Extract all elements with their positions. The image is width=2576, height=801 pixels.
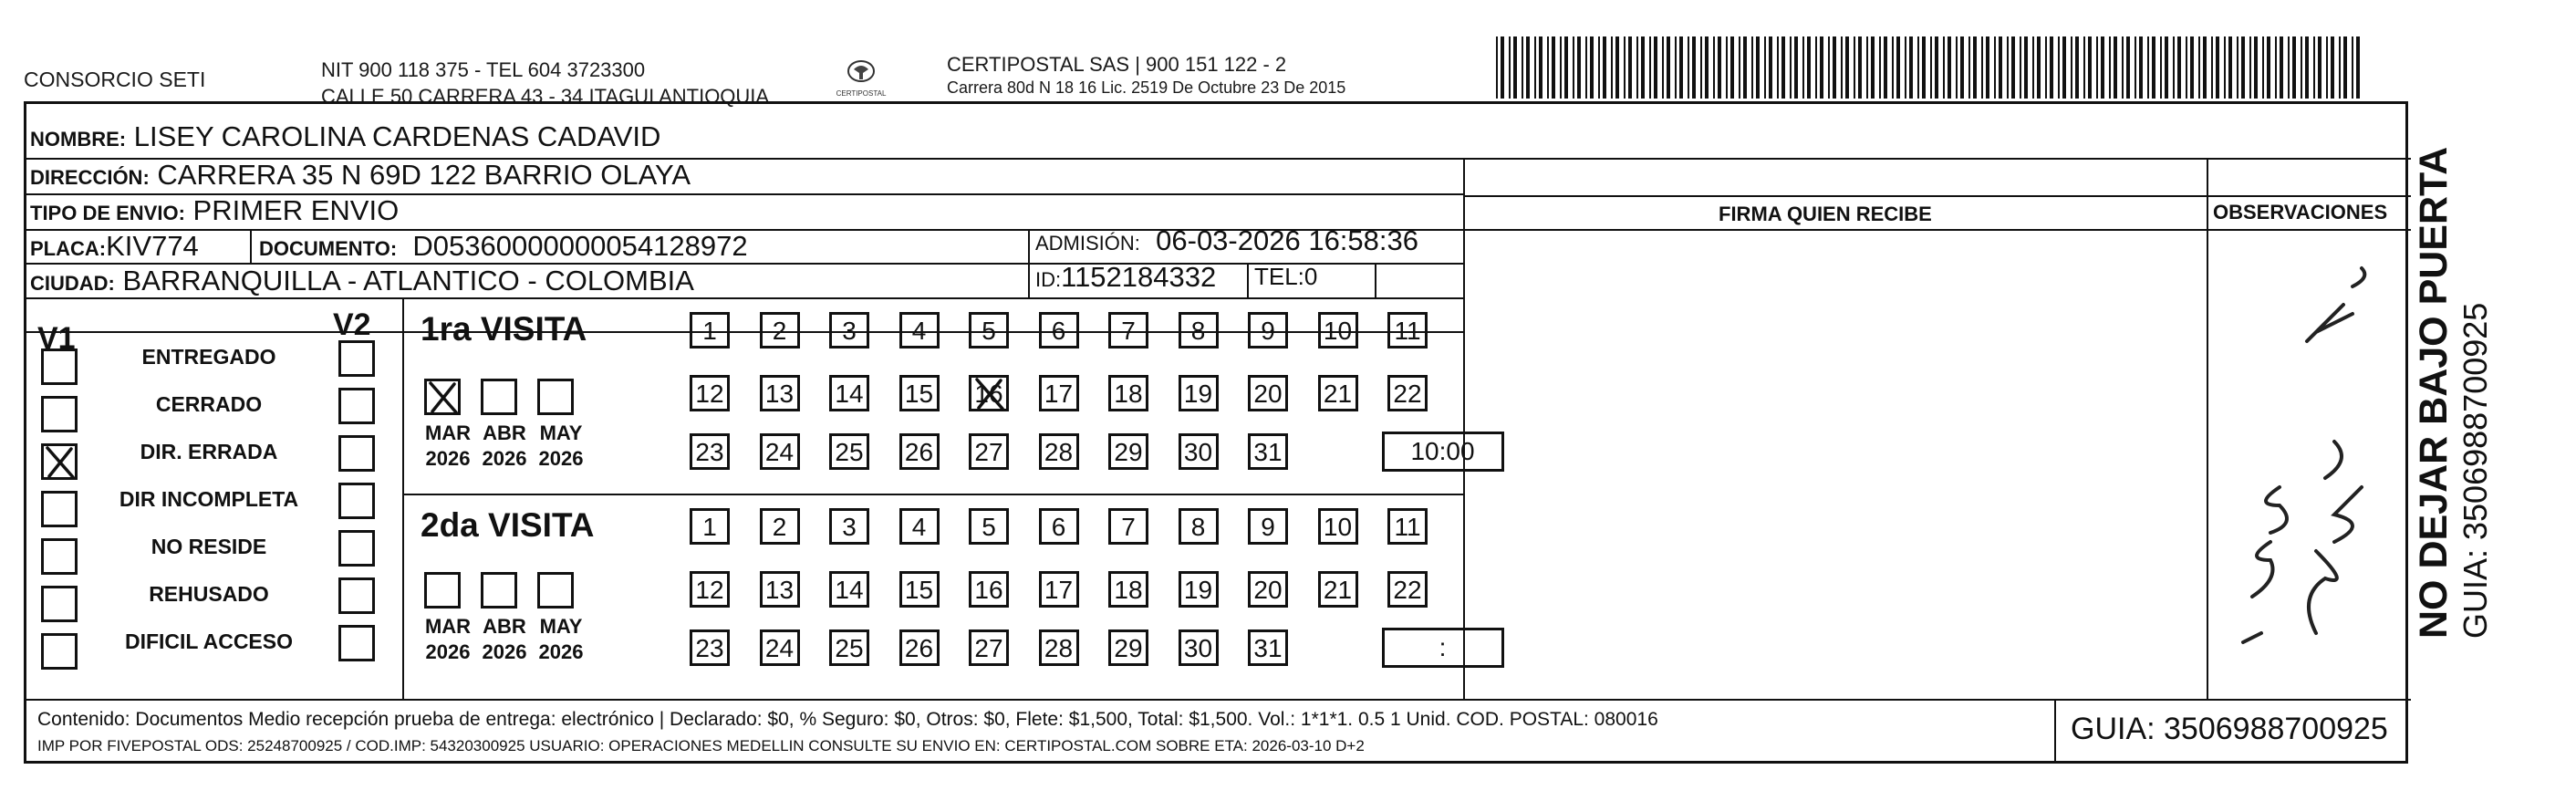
barcode-bar [2024, 36, 2028, 99]
status-label: REHUSADO [149, 582, 269, 606]
barcode-bar [1790, 36, 1792, 99]
barcode-bar [2326, 36, 2328, 99]
day-box[interactable]: 3 [829, 312, 869, 348]
day-box[interactable]: 2 [760, 312, 800, 348]
barcode-bar [1999, 36, 2002, 99]
barcode-bar [2147, 36, 2149, 99]
barcode-bar [2198, 36, 2200, 99]
day-box[interactable]: 6 [1039, 508, 1079, 545]
status-label: DIR INCOMPLETA [119, 487, 299, 511]
barcode-bar [2203, 36, 2207, 99]
second-visit-title: 2da VISITA [421, 506, 595, 544]
barcode-bar [1892, 36, 1894, 99]
day-box[interactable]: 26 [899, 629, 940, 666]
imp-line: IMP POR FIVEPOSTAL ODS: 25248700925 / COD.IMP: 54320300925 USUARIO: OPERACIONES MEDELLIN CONSULTE SU ENVIO EN: CERTIPOSTAL.COM SOBRE ETA: 2026-03-10 D+2 [37, 737, 1365, 754]
day-box[interactable]: 3 [829, 508, 869, 545]
barcode-bar [1756, 36, 1760, 99]
day-box[interactable]: 19 [1179, 375, 1219, 411]
day-box[interactable]: 31 [1248, 433, 1288, 470]
barcode-bar [1794, 36, 1798, 99]
day-box[interactable]: 21 [1318, 375, 1358, 411]
month-checkbox[interactable] [424, 572, 461, 609]
barcode-bar [1688, 36, 1689, 99]
barcode-bar [1820, 36, 1823, 99]
barcode-bar [2177, 36, 2181, 99]
barcode-bar [2011, 36, 2015, 99]
status-v2-checkbox[interactable] [338, 340, 375, 377]
barcode-bar [1777, 36, 1779, 99]
day-box[interactable]: 29 [1108, 629, 1148, 666]
barcode-bar [1552, 36, 1555, 99]
barcode-bar [1700, 36, 1702, 99]
barcode-bar [1534, 36, 1536, 99]
day-box[interactable]: 4 [899, 312, 940, 348]
status-label: CERRADO [155, 392, 263, 416]
barcode-bar [2071, 36, 2072, 99]
city-field: CIUDAD: BARRANQUILLA - ATLANTICO - COLOMBIA [30, 265, 694, 296]
status-v1-checkbox[interactable] [41, 348, 78, 385]
barcode-bar [1526, 36, 1530, 99]
day-box[interactable]: 6 [1039, 312, 1079, 348]
day-box[interactable]: 8 [1179, 312, 1219, 348]
day-box[interactable]: 10 [1318, 508, 1358, 545]
barcode-bar [1769, 36, 1772, 99]
month-label: ABR 2026 [482, 421, 527, 470]
day-box[interactable]: 19 [1179, 571, 1219, 608]
barcode-bar [1866, 36, 1868, 99]
observations-handwriting [2216, 250, 2398, 692]
barcode-bar [1739, 36, 1740, 99]
shipping-form [24, 101, 2408, 764]
month-label: MAY 2026 [538, 421, 584, 470]
barcode-bar [2007, 36, 2009, 99]
barcode-bar [1718, 36, 1721, 99]
barcode-bar [1513, 36, 1517, 99]
day-box[interactable]: 15 [899, 375, 940, 411]
barcode-bar [2262, 36, 2264, 99]
barcode-bar [1547, 36, 1549, 99]
barcode-bar [1781, 36, 1785, 99]
day-box[interactable]: 27 [969, 629, 1009, 666]
barcode-bar [1603, 36, 1606, 99]
day-box[interactable]: 10 [1318, 312, 1358, 348]
month-label: MAR 2026 [424, 421, 472, 470]
barcode-bar [2020, 36, 2021, 99]
barcode-bar [2356, 36, 2360, 99]
barcode [1496, 36, 2363, 99]
day-box[interactable]: 11 [1387, 312, 1428, 348]
company-name: CONSORCIO SETI [24, 68, 206, 91]
barcode-bar [1730, 36, 1734, 99]
status-v1-checkbox[interactable] [41, 491, 78, 527]
barcode-bar [2249, 36, 2251, 99]
address-field: DIRECCIÓN: CARRERA 35 N 69D 122 BARRIO OLAYA [30, 159, 691, 191]
month-checkbox[interactable] [424, 379, 461, 415]
status-label: DIR. ERRADA [140, 440, 278, 463]
day-box[interactable]: 23 [690, 433, 730, 470]
status-v1-checkbox[interactable] [41, 396, 78, 432]
barcode-bar [1713, 36, 1715, 99]
day-box[interactable]: 15 [899, 571, 940, 608]
day-box[interactable]: 2 [760, 508, 800, 545]
barcode-bar [2352, 36, 2353, 99]
barcode-bar [2254, 36, 2258, 99]
day-box[interactable]: 29 [1108, 433, 1148, 470]
barcode-bar [2032, 36, 2034, 99]
barcode-bar [1815, 36, 1817, 99]
first-visit-title: 1ra VISITA [421, 310, 587, 348]
status-v1-checkbox[interactable] [41, 443, 78, 480]
barcode-bar [2186, 36, 2187, 99]
day-box[interactable]: 25 [829, 629, 869, 666]
barcode-bar [2165, 36, 2168, 99]
barcode-bar [1909, 36, 1913, 99]
barcode-bar [1624, 36, 1626, 99]
barcode-bar [1802, 36, 1804, 99]
barcode-bar [2241, 36, 2245, 99]
barcode-bar [2190, 36, 2194, 99]
time-box[interactable]: 10:00 [1382, 432, 1504, 472]
barcode-bar [1764, 36, 1766, 99]
barcode-bar [2109, 36, 2111, 99]
barcode-bar [1828, 36, 1830, 99]
day-box[interactable]: 25 [829, 433, 869, 470]
barcode-bar [1560, 36, 1562, 99]
barcode-bar [1930, 36, 1932, 99]
barcode-bar [2288, 36, 2290, 99]
barcode-bar [1667, 36, 1670, 99]
barcode-bar [2211, 36, 2213, 99]
barcode-bar [2331, 36, 2334, 99]
day-box[interactable]: 9 [1248, 508, 1288, 545]
status-v1-checkbox[interactable] [41, 586, 78, 622]
status-label: DIFICIL ACCESO [124, 629, 293, 653]
barcode-bar [1833, 36, 1836, 99]
barcode-bar [2173, 36, 2175, 99]
day-box[interactable]: 27 [969, 433, 1009, 470]
tel-field: TEL:0 [1254, 263, 1318, 290]
barcode-bar [2058, 36, 2060, 99]
barcode-bar [2083, 36, 2085, 99]
content-line: Contenido: Documentos Medio recepción prueba de entrega: electrónico | Declarado: $0, % Seguro: $0, Otros: $0, Flete: $1,500, Total: $1,500. Vol.: 1*1*1. 0.5 1 Unid. COD. POSTAL: 080016 [37, 709, 1658, 730]
barcode-bar [1628, 36, 1632, 99]
time-box[interactable]: : [1382, 628, 1504, 668]
day-box[interactable]: 21 [1318, 571, 1358, 608]
day-box[interactable]: 7 [1108, 508, 1148, 545]
barcode-bar [1917, 36, 1919, 99]
barcode-bar [2160, 36, 2162, 99]
day-box[interactable]: 16 [969, 571, 1009, 608]
barcode-bar [2237, 36, 2238, 99]
status-v2-checkbox[interactable] [338, 577, 375, 614]
v1-label: V1 [37, 321, 76, 356]
recipient-name: LISEY CAROLINA CARDENAS CADAVID [133, 120, 661, 152]
day-box[interactable]: 14 [829, 571, 869, 608]
barcode-bar [1509, 36, 1511, 99]
status-label: NO RESIDE [151, 535, 267, 558]
day-box[interactable]: 26 [899, 433, 940, 470]
barcode-bar [1922, 36, 1926, 99]
barcode-bar [1636, 36, 1638, 99]
barcode-bar [2216, 36, 2219, 99]
barcode-bar [2101, 36, 2104, 99]
barcode-bar [2045, 36, 2047, 99]
day-box[interactable]: 20 [1248, 375, 1288, 411]
day-box[interactable]: 22 [1387, 375, 1428, 411]
day-box[interactable]: 7 [1108, 312, 1148, 348]
barcode-bar [1879, 36, 1881, 99]
barcode-bar [2062, 36, 2066, 99]
type-field: TIPO DE ENVIO: PRIMER ENVIO [30, 194, 400, 226]
status-v1-checkbox[interactable] [41, 633, 78, 670]
name-field: NOMBRE: LISEY CAROLINA CARDENAS CADAVID [30, 120, 661, 152]
day-box[interactable]: 24 [760, 629, 800, 666]
barcode-bar [2343, 36, 2347, 99]
recipient-address: CARRERA 35 N 69D 122 BARRIO OLAYA [157, 159, 691, 191]
barcode-bar [1598, 36, 1600, 99]
barcode-bar [1539, 36, 1542, 99]
barcode-bar [1981, 36, 1983, 99]
day-box[interactable]: 20 [1248, 571, 1288, 608]
barcode-bar [2339, 36, 2341, 99]
barcode-bar [1573, 36, 1574, 99]
barcode-bar [2152, 36, 2155, 99]
month-label: MAY 2026 [538, 615, 584, 663]
barcode-bar [1807, 36, 1811, 99]
day-box[interactable]: 16 [969, 375, 1009, 411]
day-box[interactable]: 23 [690, 629, 730, 666]
barcode-bar [2075, 36, 2079, 99]
barcode-bar [1845, 36, 1849, 99]
barcode-bar [1841, 36, 1843, 99]
barcode-bar [2050, 36, 2053, 99]
barcode-bar [1896, 36, 1900, 99]
barcode-bar [1994, 36, 1996, 99]
barcode-bar [1654, 36, 1657, 99]
barcode-bar [2228, 36, 2232, 99]
barcode-bar [2096, 36, 2098, 99]
month-checkbox[interactable] [537, 572, 574, 609]
admission-field: ADMISIÓN: 06-03-2026 16:58:36 [1035, 224, 1418, 256]
barcode-bar [1943, 36, 1945, 99]
barcode-bar [1854, 36, 1855, 99]
day-box[interactable]: 11 [1387, 508, 1428, 545]
barcode-bar [2292, 36, 2296, 99]
status-v2-checkbox[interactable] [338, 435, 375, 472]
side-text [2412, 128, 2495, 639]
barcode-bar [1496, 36, 1498, 99]
barcode-bar [1858, 36, 1862, 99]
observations-header: OBSERVACIONES [2213, 201, 2388, 224]
status-v2-checkbox[interactable] [338, 530, 375, 567]
day-box[interactable]: 22 [1387, 571, 1428, 608]
barcode-bar [1948, 36, 1951, 99]
barcode-bar [1564, 36, 1568, 99]
guia-number: GUIA: 3506988700925 [2071, 712, 2388, 746]
day-box[interactable]: 18 [1108, 571, 1148, 608]
v2-label: V2 [333, 307, 371, 342]
barcode-bar [1968, 36, 1970, 99]
day-box[interactable]: 30 [1179, 629, 1219, 666]
carrier-line2: Carrera 80d N 18 16 Lic. 2519 De Octubre 23 De 2015 [947, 78, 1346, 97]
status-v1-checkbox[interactable] [41, 538, 78, 575]
barcode-bar [2088, 36, 2092, 99]
day-box[interactable]: 31 [1248, 629, 1288, 666]
day-box[interactable]: 5 [969, 312, 1009, 348]
barcode-bar [1743, 36, 1747, 99]
day-box[interactable]: 1 [690, 508, 730, 545]
status-v2-checkbox[interactable] [338, 625, 375, 661]
barcode-bar [1641, 36, 1645, 99]
day-box[interactable]: 24 [760, 433, 800, 470]
barcode-bar [1611, 36, 1613, 99]
day-box[interactable]: 12 [690, 375, 730, 411]
month-checkbox[interactable] [481, 379, 517, 415]
barcode-bar [1590, 36, 1594, 99]
barcode-bar [1675, 36, 1677, 99]
day-box[interactable]: 28 [1039, 629, 1079, 666]
barcode-bar [2305, 36, 2309, 99]
day-box[interactable]: 12 [690, 571, 730, 608]
carrier-line1: CERTIPOSTAL SAS | 900 151 122 - 2 [947, 53, 1287, 76]
barcode-bar [1585, 36, 1587, 99]
address-line: CALLE 50 CARRERA 43 - 34 ITAGUI ANTIOQUIA [321, 85, 770, 108]
day-box[interactable]: 5 [969, 508, 1009, 545]
barcode-bar [1679, 36, 1683, 99]
barcode-bar [2267, 36, 2270, 99]
no-dejar-bajo-puerta: NO DEJAR BAJO PUERTA [2412, 146, 2456, 639]
barcode-bar [1905, 36, 1906, 99]
barcode-bar [1726, 36, 1728, 99]
barcode-bar [1986, 36, 1989, 99]
barcode-bar [1705, 36, 1709, 99]
barcode-bar [1615, 36, 1619, 99]
status-label: ENTREGADO [141, 345, 276, 369]
signature-header: FIRMA QUIEN RECIBE [1719, 203, 1932, 225]
barcode-bar [1935, 36, 1938, 99]
barcode-bar [1751, 36, 1753, 99]
barcode-bar [1522, 36, 1523, 99]
barcode-bar [1692, 36, 1696, 99]
day-box[interactable]: 13 [760, 375, 800, 411]
barcode-bar [2301, 36, 2302, 99]
barcode-bar [2275, 36, 2277, 99]
barcode-bar [2318, 36, 2322, 99]
month-label: MAR 2026 [424, 615, 472, 663]
day-box[interactable]: 4 [899, 508, 940, 545]
day-box[interactable]: 17 [1039, 571, 1079, 608]
month-label: ABR 2026 [482, 615, 527, 663]
barcode-bar [2037, 36, 2041, 99]
day-box[interactable]: 9 [1248, 312, 1288, 348]
barcode-bar [1884, 36, 1887, 99]
status-v2-checkbox[interactable] [338, 388, 375, 424]
day-box[interactable]: 28 [1039, 433, 1079, 470]
day-box[interactable]: 13 [760, 571, 800, 608]
barcode-bar [1960, 36, 1964, 99]
month-checkbox[interactable] [537, 379, 574, 415]
barcode-bar [2114, 36, 2117, 99]
day-box[interactable]: 30 [1179, 433, 1219, 470]
barcode-bar [1956, 36, 1958, 99]
barcode-bar [1662, 36, 1664, 99]
barcode-bar [1577, 36, 1581, 99]
barcode-bar [2224, 36, 2226, 99]
day-box[interactable]: 1 [690, 312, 730, 348]
certipostal-logo: CERTIPOSTAL [836, 53, 887, 106]
barcode-bar [1973, 36, 1977, 99]
month-checkbox[interactable] [481, 572, 517, 609]
barcode-bar [2139, 36, 2143, 99]
day-box[interactable]: 8 [1179, 508, 1219, 545]
day-box[interactable]: 17 [1039, 375, 1079, 411]
barcode-bar [2135, 36, 2136, 99]
barcode-bar [2122, 36, 2124, 99]
barcode-bar [2280, 36, 2283, 99]
status-v2-checkbox[interactable] [338, 483, 375, 519]
document-field: DOCUMENTO: D05360000000054128972 [259, 230, 748, 262]
barcode-bar [1501, 36, 1504, 99]
day-box[interactable]: 18 [1108, 375, 1148, 411]
side-guia: GUIA: 3506988700925 [2457, 302, 2494, 639]
barcode-bar [2126, 36, 2130, 99]
barcode-bar [1649, 36, 1651, 99]
nit-line: NIT 900 118 375 - TEL 604 3723300 [321, 58, 646, 81]
id-field: ID:1152184332 [1035, 261, 1217, 293]
barcode-bar [2313, 36, 2315, 99]
plate-field: PLACA:KIV774 [30, 230, 199, 262]
day-box[interactable]: 14 [829, 375, 869, 411]
barcode-bar [1871, 36, 1875, 99]
